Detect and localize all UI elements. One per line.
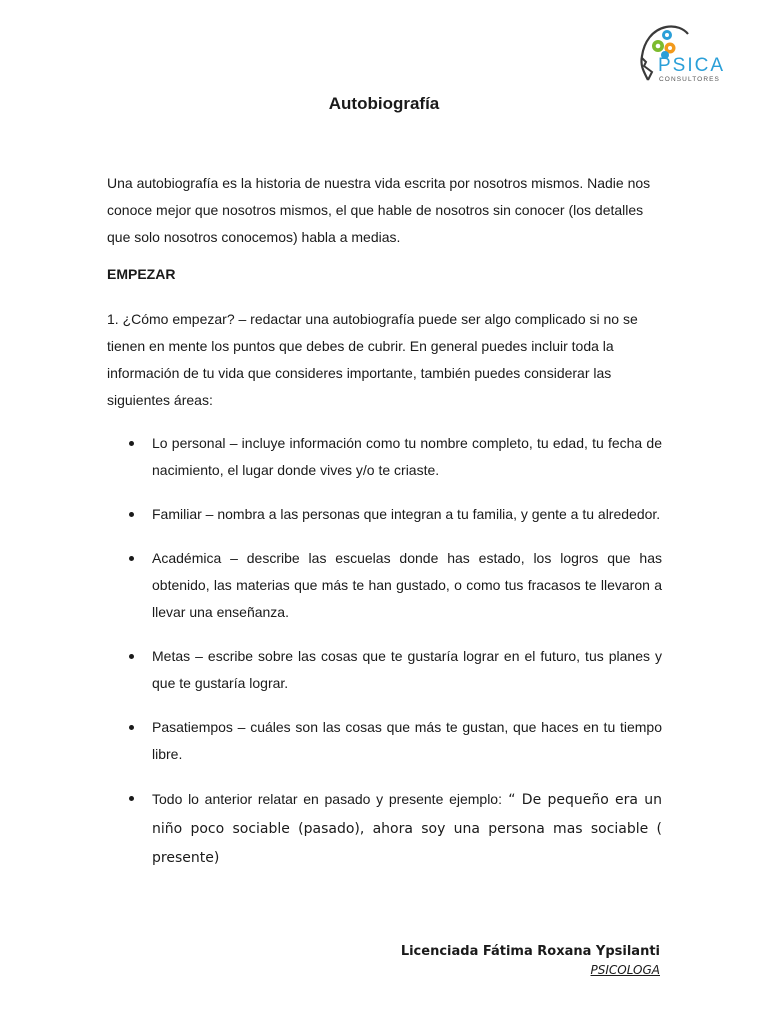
list-item-text: Pasatiempos – cuáles son las cosas que más te gustan, que haces en tu tiempo libre.	[152, 719, 662, 762]
bullet-icon	[129, 512, 134, 517]
signature-role: PSICOLOGA	[590, 963, 660, 977]
bullet-list	[107, 430, 662, 873]
list-item-lead: Todo lo anterior relatar en pasado y presente ejemplo:	[152, 791, 502, 807]
bullet-icon	[129, 441, 134, 446]
list-item	[107, 501, 662, 528]
document-body	[107, 170, 662, 890]
list-item	[107, 545, 662, 626]
paragraph-1: 1. ¿Cómo empezar? – redactar una autobiografía puede ser algo complicado si no se tienen en mente los puntos que debes de cubrir. En general puedes incluir toda la información de tu vida que consideres importante, también puedes considerar las siguientes áreas:	[107, 311, 638, 408]
list-item	[107, 714, 662, 768]
section-heading: EMPEZAR	[107, 266, 176, 282]
list-item-quote: “ De pequeño era un niño poco sociable (pasado), ahora soy una persona mas sociable ( presente)	[152, 792, 662, 866]
signature-block	[401, 943, 660, 979]
bullet-icon	[129, 654, 134, 659]
list-item	[107, 785, 662, 873]
intro-paragraph: Una autobiografía es la historia de nuestra vida escrita por nosotros mismos. Nadie nos conoce mejor que nosotros mismos, el que hable de nosotros sin conocer (los detalles que solo nosotros conocemos) habla a medias.	[107, 175, 651, 245]
signature-name: Licenciada Fátima Roxana Ypsilanti	[400, 944, 660, 959]
bullet-icon	[129, 725, 134, 730]
list-item-text: Metas – escribe sobre las cosas que te gustaría lograr en el futuro, tus planes y que te gustaría lograr.	[152, 648, 662, 691]
bullet-icon	[129, 556, 134, 561]
list-item	[107, 430, 662, 484]
bullet-icon	[129, 796, 134, 801]
list-item-text: Lo personal – incluye información como tu nombre completo, tu edad, tu fecha de nacimiento, el lugar donde vives y/o te criaste.	[152, 435, 662, 478]
document-title: Autobiografía	[328, 94, 440, 113]
list-item	[107, 643, 662, 697]
list-item-text: Familiar – nombra a las personas que integran a tu familia, y gente a tu alrededor.	[152, 506, 661, 522]
logo-text: PSICA	[658, 55, 726, 76]
logo-subtext: CONSULTORES	[659, 76, 720, 83]
list-item-text: Académica – describe las escuelas donde has estado, los logros que has obtenido, las materias que más te han gustado, o como tus fracasos te llevaron a llevar una enseñanza.	[152, 550, 662, 620]
